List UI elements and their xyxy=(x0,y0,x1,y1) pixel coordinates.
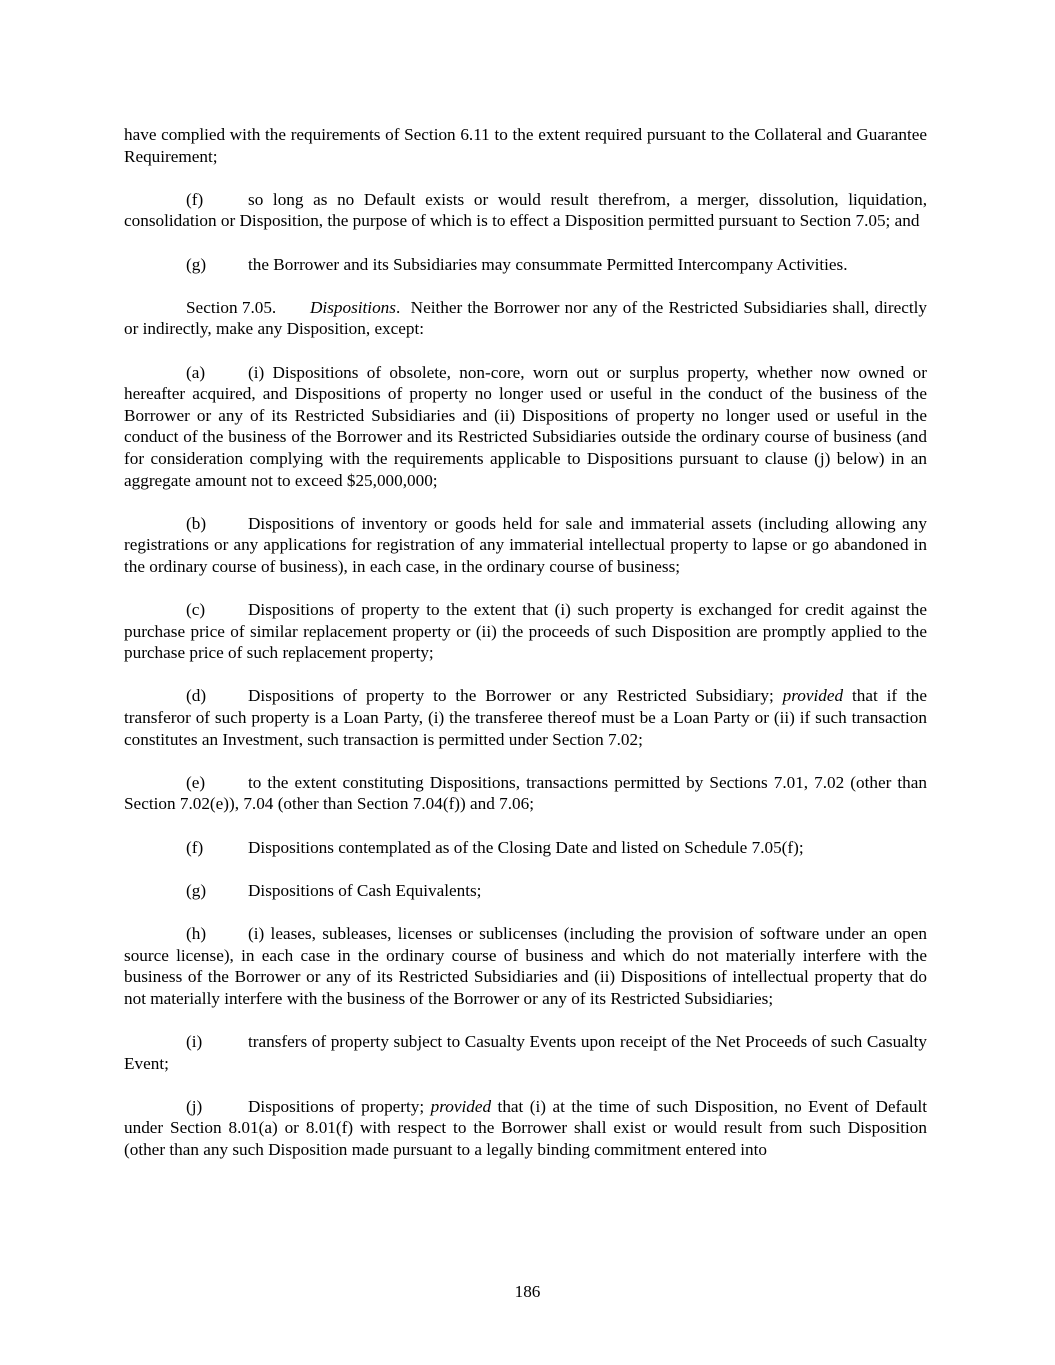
clause-i xyxy=(124,1031,927,1074)
clause-text-after: that if the transferor of such property is a Loan Party, (i) the transferee thereof must be a Loan Party or (ii) if such transaction constitutes an Investment, such transaction is permitted under Section 7.02; xyxy=(124,686,927,749)
clause-text: Dispositions of inventory or goods held for sale and immaterial assets (including allowing any registrations or any applications for registration of any immaterial intellectual property to lapse or go abandoned in the ordinary course of business), in each case, in the ordinary course of business; xyxy=(124,513,927,576)
clause-text: transfers of property subject to Casualty Events upon receipt of the Net Proceeds of such Casualty Event; xyxy=(124,1031,927,1073)
clause-text: so long as no Default exists or would result therefrom, a merger, dissolution, liquidation, consolidation or Disposition, the purpose of which is to effect a Disposition permitted pursuant to Section 7.05; and xyxy=(124,189,927,231)
clause-g xyxy=(124,880,927,902)
clause-emphasis: provided xyxy=(782,686,844,706)
clause-g-prev xyxy=(124,254,927,276)
clause-e xyxy=(124,772,927,815)
clause-text-after: that (i) at the time of such Disposition, no Event of Default under Section 8.01(a) or 8.01(f) with respect to the Borrower shall exist or would result from such Disposition (other than any such Disposition made pursuant to a legally binding commitment entered into xyxy=(124,1096,927,1159)
clause-label: (e) xyxy=(186,772,206,792)
clause-text: to the extent constituting Dispositions, transactions permitted by Sections 7.01, 7.02 (other than Section 7.02(e)), 7.04 (other than Section 7.04(f)) and 7.06; xyxy=(124,772,927,814)
page-number: 186 xyxy=(514,1282,541,1301)
section-intro: Neither the Borrower nor any of the Restricted Subsidiaries shall, directly or indirectly, make any Disposition, except: xyxy=(124,297,932,339)
clause-j xyxy=(124,1096,927,1161)
clause-label: (d) xyxy=(186,686,207,706)
clause-text: (i) Dispositions of obsolete, non-core, worn out or surplus property, whether now owned or hereafter acquired, and Dispositions of property no longer used or useful in the conduct of the business of the Borrower or any of its Restricted Subsidiaries and (ii) Dispositions of property no longer used or useful in the conduct of the business of the Borrower and its Restricted Subsidiaries outside the ordinary course of business (and for consideration complying with the requirements applicable to Dispositions pursuant to clause (j) below) in an aggregate amount not to exceed $25,000,000; xyxy=(124,362,927,490)
section-number: Section 7.05. xyxy=(186,297,277,317)
clause-label: (a) xyxy=(186,362,206,382)
clause-a xyxy=(124,362,927,492)
clause-text: Dispositions contemplated as of the Closing Date and listed on Schedule 7.05(f); xyxy=(248,837,804,857)
clause-label: (g) xyxy=(186,880,207,900)
clause-label: (f) xyxy=(186,837,204,857)
clause-d xyxy=(124,685,927,750)
document-body xyxy=(124,124,932,1182)
clause-f xyxy=(124,837,927,859)
clause-b xyxy=(124,513,927,578)
clause-text: Dispositions of property to the extent that (i) such property is exchanged for credit against the purchase price of similar replacement property or (ii) the proceeds of such Disposition are promptly applied to the purchase price of such replacement property; xyxy=(124,600,927,663)
section-title: Dispositions xyxy=(310,297,396,317)
section-title-punct: . xyxy=(395,297,401,317)
clause-f-prev xyxy=(124,189,927,232)
clause-text-before: Dispositions of property; xyxy=(248,1096,431,1116)
clause-text-before: Dispositions of property to the Borrower or any Restricted Subsidiary; xyxy=(248,686,783,706)
clause-text: the Borrower and its Subsidiaries may consummate Permitted Intercompany Activities. xyxy=(248,254,848,274)
clause-emphasis: provided xyxy=(430,1096,492,1116)
section-heading-paragraph xyxy=(124,297,932,340)
clause-label: (b) xyxy=(186,513,207,533)
clause-label: (g) xyxy=(186,254,207,274)
clause-label: (j) xyxy=(186,1096,203,1116)
clause-text: (i) leases, subleases, licenses or sublicenses (including the provision of software under an open source license), in each case in the ordinary course of business and which do not materially interfere with the business of the Borrower or any of its Restricted Subsidiaries and (ii) Dispositions of intellectual property that do not materially interfere with the business of the Borrower or any of its Restricted Subsidiaries; xyxy=(124,923,927,1008)
clause-label: (h) xyxy=(186,923,207,943)
clause-label: (i) xyxy=(186,1031,203,1051)
clause-label: (c) xyxy=(186,600,206,620)
continuation-paragraph: have complied with the requirements of Section 6.11 to the extent required pursuant to the Collateral and Guarantee Requirement; xyxy=(124,125,927,166)
clause-c xyxy=(124,599,927,664)
clause-label: (f) xyxy=(186,189,204,209)
clause-h xyxy=(124,923,927,1009)
clause-text: Dispositions of Cash Equivalents; xyxy=(248,880,482,900)
